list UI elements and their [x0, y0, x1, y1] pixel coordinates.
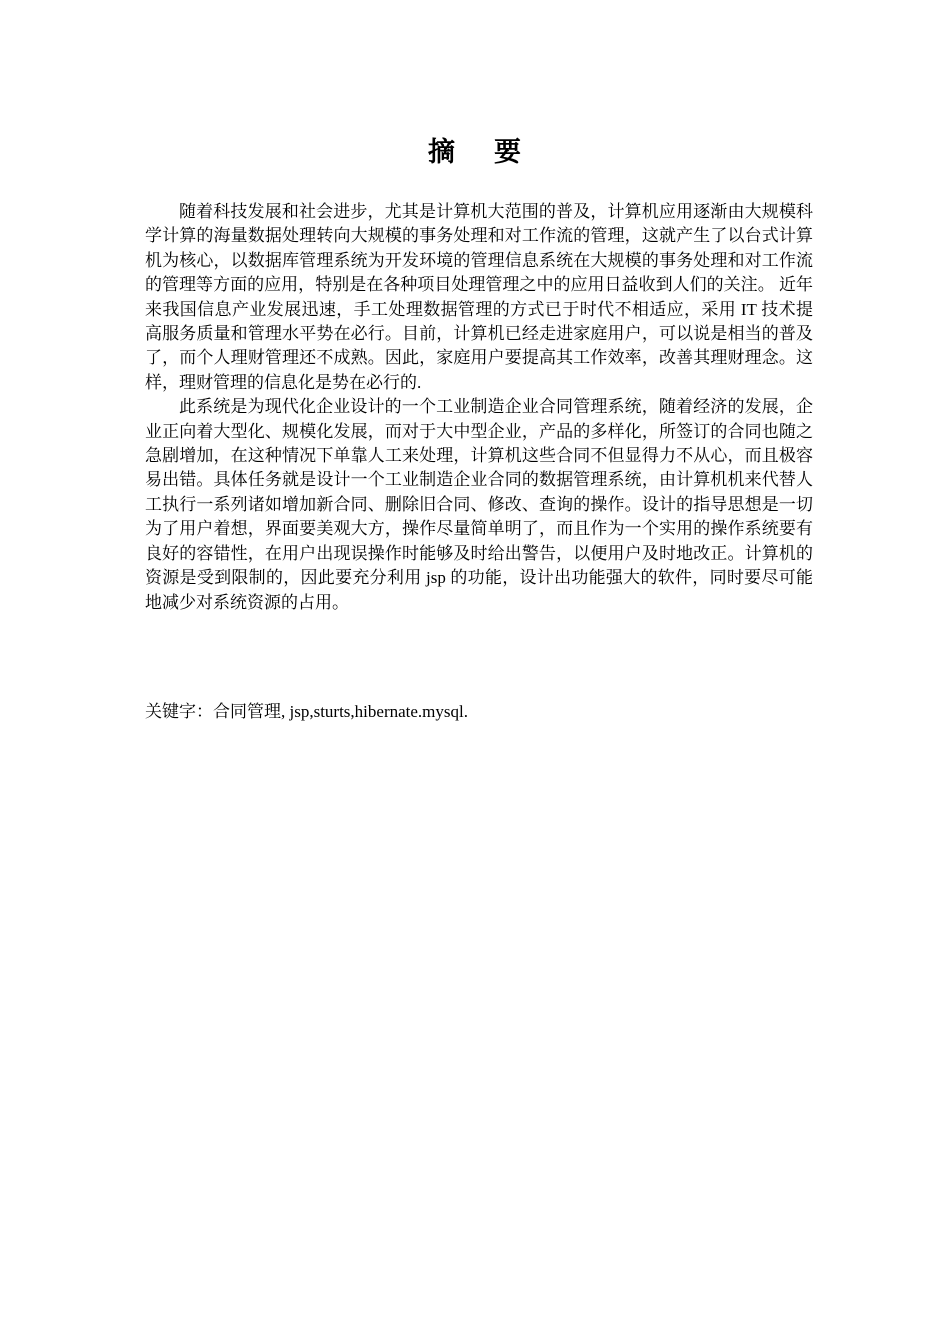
abstract-paragraph-1: 随着科技发展和社会进步，尤其是计算机大范围的普及，计算机应用逐渐由大规模科学计算的海量数据处理转向大规模的事务处理和对工作流的管理，这就产生了以台式计算机为核心，以数据库管理系统为开发环境的管理信息系统在大规模的事务处理和对工作流的管理等方面的应用，特别是在各种项目处理管理之中的应用日益收到人们的关注。 近年来我国信息产业发展迅速，手工处理数据管理的方式已于时代不相适应，采用 IT 技术提高服务质量和管理水平势在必行。目前，计算机已经走进家庭用户，可以说是相当的普及了，而个人理财管理还不成熟。因此，家庭用户要提高其工作效率，改善其理财理念。这样，理财管理的信息化是势在必行的.: [145, 202, 813, 392]
page-title: [0, 133, 950, 173]
abstract-paragraph-2: 此系统是为现代化企业设计的一个工业制造企业合同管理系统，随着经济的发展，企业正向着大型化、规模化发展，而对于大中型企业，产品的多样化，所签订的合同也随之急剧增加，在这种情况下单靠人工来处理，计算机这些合同不但显得力不从心，而且极容易出错。具体任务就是设计一个工业制造企业合同的数据管理系统，由计算机机来代替人工执行一系列诸如增加新合同、删除旧合同、修改、查询的操作。设计的指导思想是一切为了用户着想，界面要美观大方，操作尽量简单明了，而且作为一个实用的操作系统要有良好的容错性，在用户出现误操作时能够及时给出警告，以便用户及时地改正。计算机的资源是受到限制的，因此要充分利用 jsp 的功能，设计出功能强大的软件，同时要尽可能地减少对系统资源的占用。: [145, 397, 813, 612]
keywords-line: 关键字：合同管理, jsp,sturts,hibernate.mysql.: [145, 702, 468, 721]
title-char-1: 摘: [428, 137, 456, 168]
title-char-2: 要: [494, 137, 522, 168]
abstract-body: [145, 200, 813, 615]
